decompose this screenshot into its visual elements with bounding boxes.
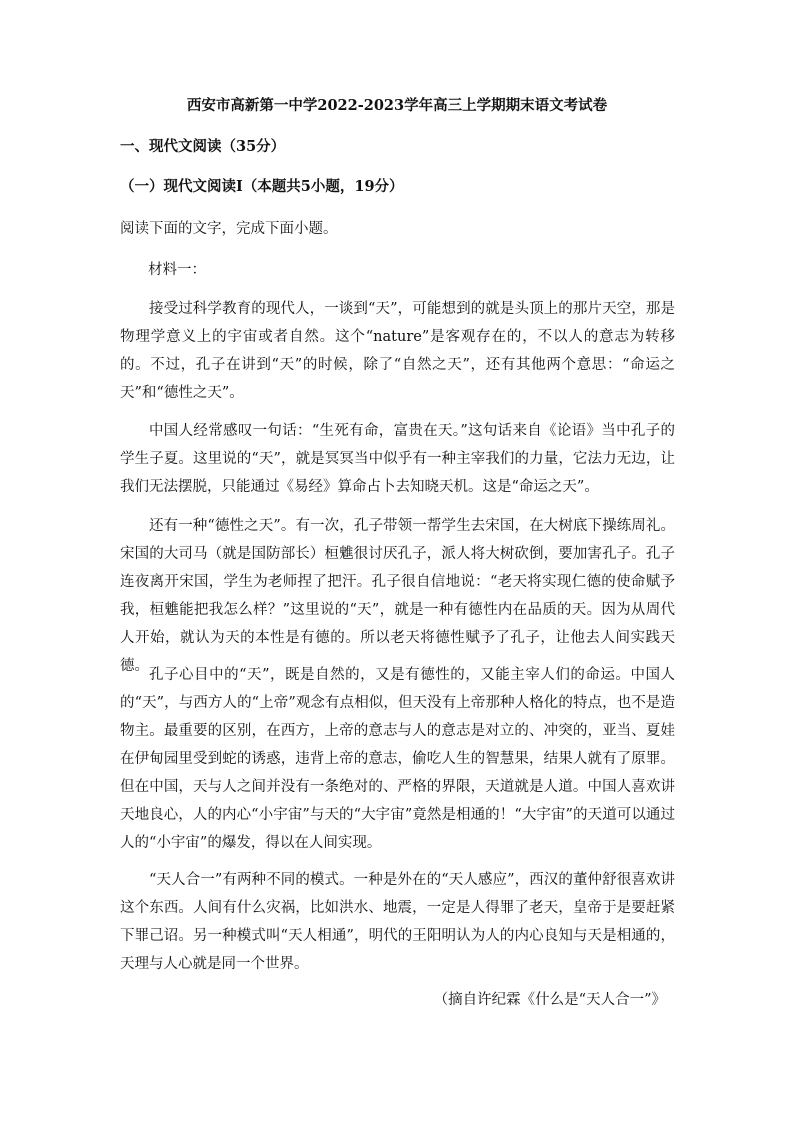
- reading-instruction: 阅读下面的文字，完成下面小题。: [120, 221, 338, 237]
- paragraph-2: 中国人经常感叹一句话：“生死有命，富贵在天。”这句话来自《论语》当中孔子的学生子夏。这里说的“天”，就是冥冥当中似乎有一种主宰我们的力量，它法力无边，让我们无法摆脱，只能通过《易经》算命占卜去知晓天机。这是“命运之天”。: [120, 423, 675, 495]
- source-citation: （摘自许纪霖《什么是“天人合一”》: [433, 992, 666, 1008]
- paragraph-1: 接受过科学教育的现代人，一谈到“天”，可能想到的就是头顶上的那片天空，那是物理学意义上的宇宙或者自然。这个“nature”是客观存在的，不以人的意志为转移的。不过，孔子在讲到“天”的时候，除了“自然之天”，还有其他两个意思：“命运之天”和“德性之天”。: [120, 301, 675, 401]
- section-heading: 一、现代文阅读（35分）: [120, 138, 286, 155]
- paragraph-5: “天人合一”有两种不同的模式。一种是外在的“天人感应”，西汉的董仲舒很喜欢讲这个东西。人间有什么灾祸，比如洪水、地震，一定是人得罪了老天，皇帝于是要赶紧下罪己诏。另一种模式叫“天人相通”，明代的王阳明认为人的内心良知与天是相通的，天理与人心就是同一个世界。: [120, 872, 675, 972]
- subsection-heading: （一）现代文阅读Ⅰ（本题共5小题，19分）: [120, 178, 404, 195]
- paragraph-4: 孔子心目中的“天”，既是自然的，又是有德性的，又能主宰人们的命运。中国人的“天”，与西方人的“上帝”观念有点相似，但天没有上帝那种人格化的特点，也不是造物主。最重要的区别，在西方，上帝的意志与人的意志是对立的、冲突的，亚当、夏娃在伊甸园里受到蛇的诱惑，违背上帝的意志，偷吃人生的智慧果，结果人就有了原罪。但在中国，天与人之间并没有一条绝对的、严格的界限，天道就是人道。中国人喜欢讲天地良心，人的内心“小宇宙”与天的“大宇宙”竟然是相通的！“大宇宙”的天道可以通过人的“小宇宙”的爆发，得以在人间实现。: [120, 667, 675, 851]
- material-label: 材料一：: [148, 262, 206, 278]
- exam-title: 西安市高新第一中学2022-2023学年高三上学期期末语文考试卷: [186, 97, 608, 114]
- paragraph-3: 还有一种“德性之天”。有一次，孔子带领一帮学生去宋国，在大树底下操练周礼。宋国的大司马（就是国防部长）桓魋很讨厌孔子，派人将大树砍倒，要加害孔子。孔子连夜离开宋国，学生为老师捏了把汗。孔子很自信地说：“老天将实现仁德的使命赋予我，桓魋能把我怎么样？”这里说的“天”，就是一种有德性内在品质的天。因为从周代人开始，就认为天的本性是有德的。所以老天将德性赋予了孔子，让他去人间实践天德。: [120, 518, 675, 674]
